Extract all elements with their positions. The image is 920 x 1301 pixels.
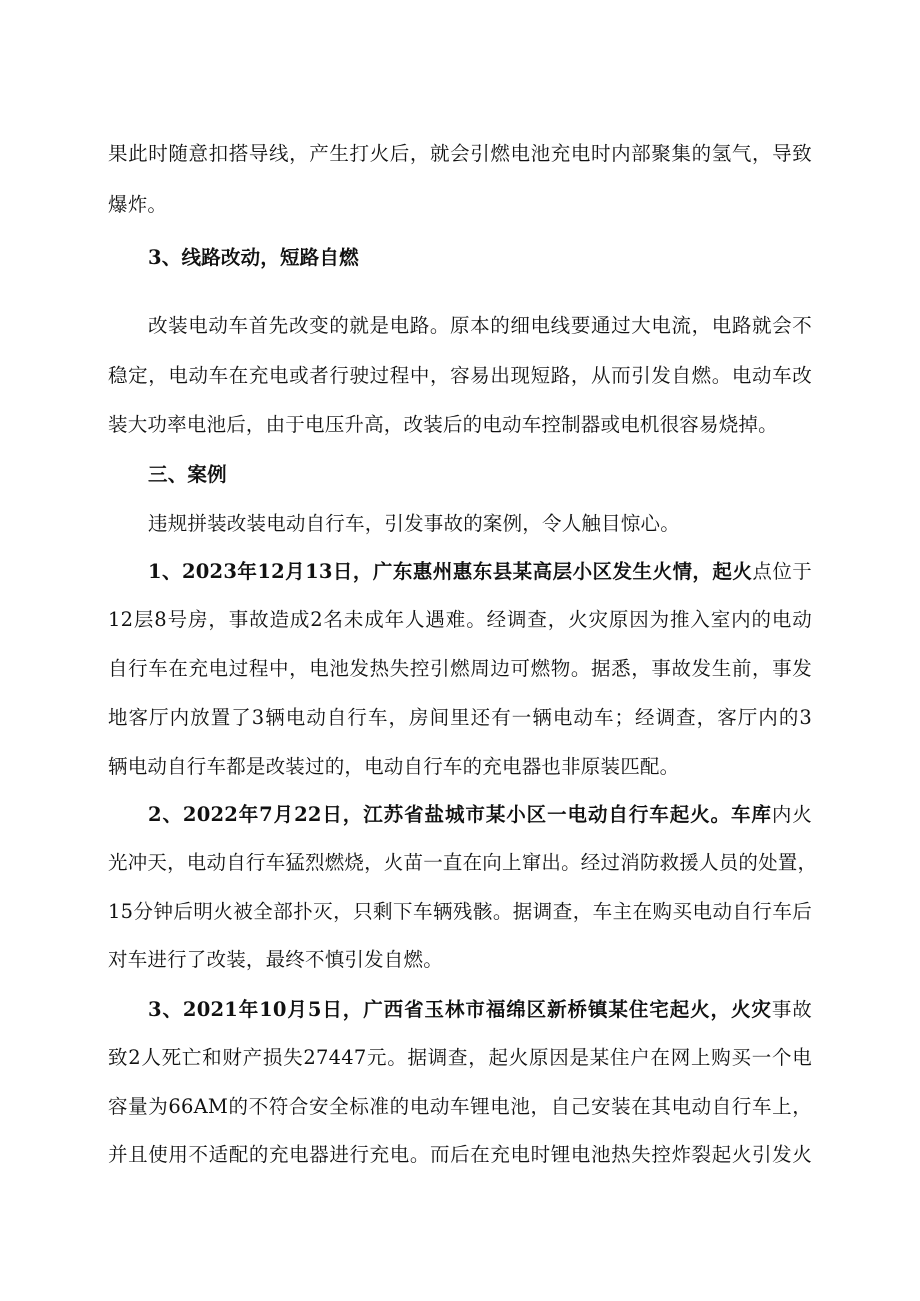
case-heading-bold: 1、2023年12月13日，广东惠州惠东县某高层小区发生火情，起火	[148, 560, 753, 583]
paragraph-line: 并且使用不适配的充电器进行充电。而后在充电时锂电池热失控炸裂起火引发火	[108, 1143, 812, 1166]
paragraph-line: 改装电动车首先改变的就是电路。原本的细电线要通过大电流，电路就会不	[148, 314, 812, 337]
paragraph-line: 12层8号房，事故造成2名未成年人遇难。经调查，火灾原因为推入室内的电动	[108, 608, 812, 631]
section-heading: 3、线路改动，短路自燃	[148, 246, 359, 269]
case-heading-line	[148, 802, 812, 828]
paragraph-line: 装大功率电池后，由于电压升高，改装后的电动车控制器或电机很容易烧掉。	[108, 413, 778, 436]
paragraph-line: 致2人死亡和财产损失27447元。据调查，起火原因是某住户在网上购买一个电	[108, 1046, 812, 1069]
case-heading-line	[148, 559, 812, 585]
paragraph-line: 稳定，电动车在充电或者行驶过程中，容易出现短路，从而引发自燃。电动车改	[108, 364, 812, 387]
paragraph-line: 光冲天，电动自行车猛烈燃烧，火苗一直在向上窜出。经过消防救援人员的处置，	[108, 851, 818, 874]
paragraph-line: 辆电动自行车都是改装过的，电动自行车的充电器也非原装匹配。	[108, 755, 680, 778]
paragraph-line: 对车进行了改装，最终不慎引发自燃。	[108, 948, 443, 971]
case-heading-rest: 点位于	[752, 560, 812, 583]
case-heading-bold: 3、2021年10月5日，广西省玉林市福绵区新桥镇某住宅起火，火灾	[148, 998, 772, 1021]
paragraph-line: 自行车在充电过程中，电池发热失控引燃周边可燃物。据悉，事故发生前，事发	[108, 657, 812, 680]
case-heading-rest: 内火	[771, 803, 812, 826]
case-heading-rest: 事故	[771, 998, 812, 1021]
paragraph-line: 15分钟后明火被全部扑灭，只剩下车辆残骸。据调查，车主在购买电动自行车后	[108, 900, 812, 923]
case-heading-line	[148, 997, 812, 1023]
case-heading-bold: 2、2022年7月22日，江苏省盐城市某小区一电动自行车起火。车库	[148, 803, 772, 826]
paragraph-line: 容量为66AM的不符合安全标准的电动车锂电池，自己安装在其电动自行车上，	[108, 1095, 812, 1118]
paragraph-line: 违规拼装改装电动自行车，引发事故的案例，令人触目惊心。	[148, 512, 680, 535]
paragraph-line: 爆炸。	[108, 193, 168, 216]
section-heading: 三、案例	[148, 463, 227, 486]
paragraph-line: 地客厅内放置了3辆电动自行车，房间里还有一辆电动车；经调查，客厅内的3	[108, 706, 812, 729]
paragraph-line: 果此时随意扣搭导线，产生打火后，就会引燃电池充电时内部聚集的氢气，导致	[108, 142, 812, 165]
